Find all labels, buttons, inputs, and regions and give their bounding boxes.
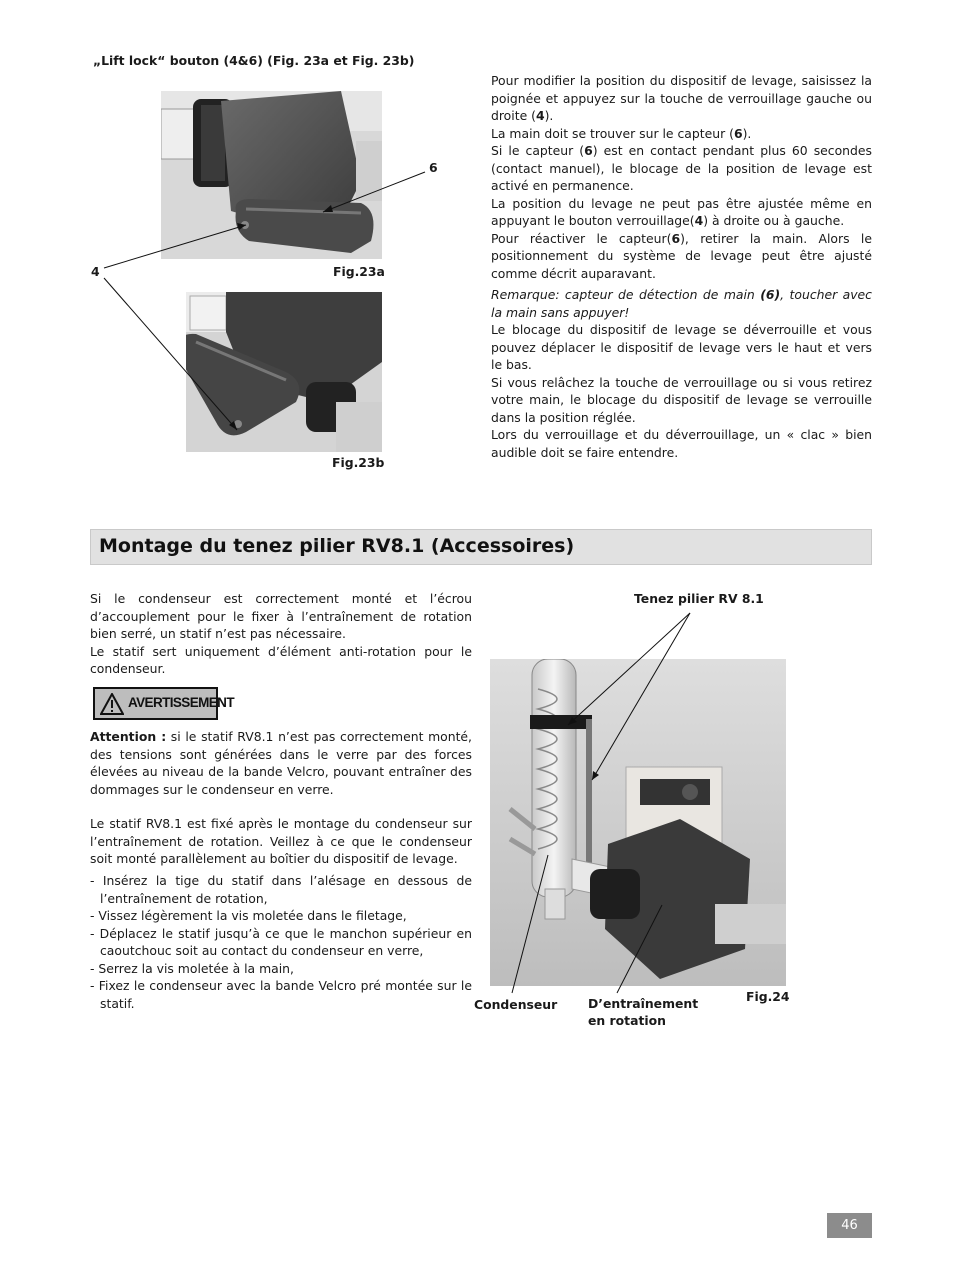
mounting-paragraph: Le statif RV8.1 est fixé après le montage du condenseur sur l’entraînement de rotation. Veillez à ce que le condenseur soit monté parallèlement au boîtier du dispositif de levage. (90, 816, 472, 866)
callout-4: 4 (91, 264, 100, 279)
section-title: Montage du tenez pilier RV8.1 (Accessoires) (99, 535, 575, 557)
text: La position du levage ne peut pas être ajustée même en appuyant le bouton verrouillage( (491, 195, 872, 228)
callout-tenez-pilier: Tenez pilier RV 8.1 (634, 591, 764, 606)
list-item: - Insérez la tige du statif dans l’alésage en dessous de l’entraînement de rotation, (90, 873, 472, 906)
instruction-paragraph: Le blocage du dispositif de levage se déverrouille et vous pouvez déplacer le dispositif de levage vers le haut et vers le bas. (491, 322, 872, 372)
text: ), retirer la main. Alors le positionnement du système de levage peut être ajusté comme décrit auparavant. (491, 230, 872, 281)
list-item: - Serrez la vis moletée à la main, (90, 960, 294, 976)
text: Remarque: capteur de détection de main (491, 287, 761, 302)
attention-lead: Attention : (90, 729, 167, 744)
fig23b-label: Fig.23b (332, 455, 385, 470)
text: Pour réactiver le capteur( (491, 230, 672, 246)
ref-6: (6) (760, 287, 781, 302)
warning-label: AVERTISSEMENT (128, 695, 234, 710)
callout-6: 6 (429, 160, 438, 175)
ref-4: 4 (694, 213, 704, 228)
callout-entrainement-1: D’entraînement (588, 996, 699, 1011)
lift-lock-heading: „Lift lock“ bouton (4&6) (Fig. 23a et Fig. 23b) (93, 53, 415, 68)
list-item: - Vissez légèrement la vis moletée dans le filetage, (90, 908, 407, 923)
instruction-paragraph: Si vous relâchez la touche de verrouillage ou si vous retirez votre main, le blocage du dispositif de levage se verrouille dans la position réglée. (491, 374, 872, 425)
text: , toucher avec la main sans appuyer! (491, 287, 872, 320)
page-number: 46 (827, 1213, 872, 1238)
ref-6: 6 (584, 143, 593, 158)
text: ). (544, 108, 554, 123)
intro-paragraph: Le statif sert uniquement d’élément anti-rotation pour le condenseur. (90, 643, 472, 676)
intro-paragraph: Si le condenseur est correctement monté et l’écrou d’accouplement pour le fixer à l’entraînement de rotation bien serré, un statif n’est pas nécessaire. (90, 591, 472, 641)
ref-4: 4 (535, 108, 545, 123)
callout-entrainement-2: en rotation (588, 1013, 666, 1028)
fig23a-label: Fig.23a (333, 264, 385, 279)
text: La main doit se trouver sur le capteur ( (491, 125, 734, 141)
list-item: - Déplacez le statif jusqu’à ce que le manchon supérieur en caoutchouc soit au contact du condenseur en verre, (90, 925, 472, 958)
list-item: - Fixez le condenseur avec la bande Velcro pré montée sur le statif. (90, 978, 472, 1011)
text: Pour modifier la position du dispositif de levage, saisissez la poignée et appuyez sur la touche de verrouillage gauche ou droite ( (491, 73, 872, 123)
callout-condenseur: Condenseur (474, 997, 558, 1012)
ref-6: 6 (671, 230, 681, 246)
text: ). (742, 125, 752, 141)
text: si le statif RV8.1 n’est pas correctement monté, des tensions sont générées dans le verre par des forces élevées au niveau de la bande Velcro, pouvant entraîner des dommages sur le condenseur en verre. (90, 729, 472, 797)
ref-6: 6 (733, 125, 743, 141)
instruction-paragraph: Lors du verrouillage et du déverrouillage, un « clac » bien audible doit se faire entendre. (491, 427, 872, 460)
fig24-label: Fig.24 (746, 989, 790, 1004)
text: ) à droite ou à gauche. (703, 213, 845, 228)
text: ) est en contact pendant plus 60 secondes (contact manuel), le blocage de la position de levage est activé en permanence. (491, 143, 872, 193)
text: Si le capteur ( (491, 143, 585, 158)
